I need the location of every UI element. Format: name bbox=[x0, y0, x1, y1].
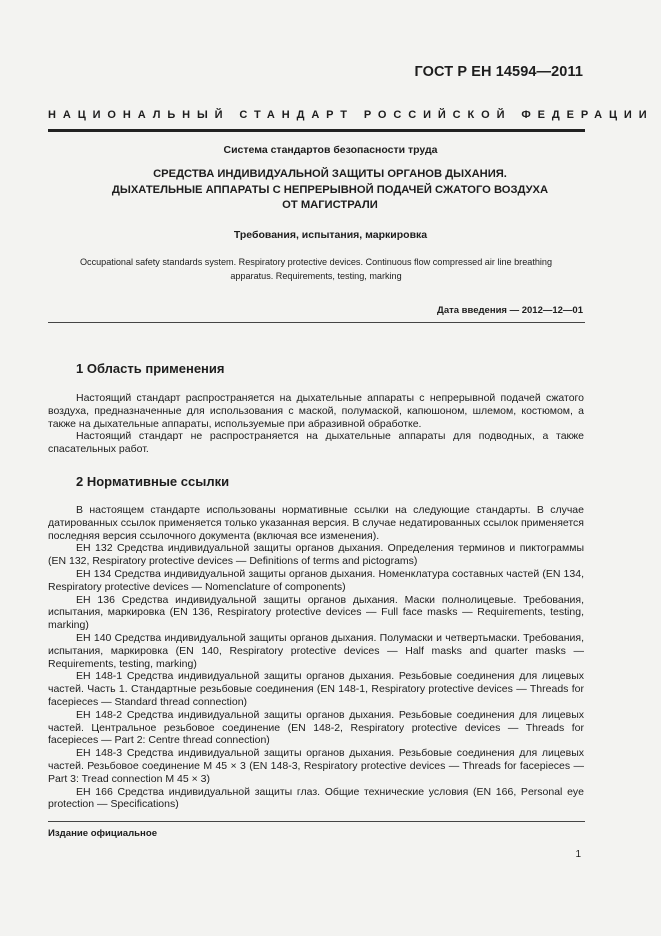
document-subtitle: Требования, испытания, маркировка bbox=[233, 229, 428, 241]
reference-entry: ЕН 148-2 Средства индивидуальной защиты органов дыхания. Резьбовые соединения для лицевых частей. Центральное резьбовое соединение (EN 148-2, Respiratory protective devices — Threads for facepieces — Part 2: Centre thread connection) bbox=[48, 708, 584, 747]
title-line: СРЕДСТВА ИНДИВИДУАЛЬНОЙ ЗАЩИТЫ ОРГАНОВ ДЫХАНИЯ. bbox=[153, 168, 507, 180]
section-body bbox=[48, 392, 584, 456]
document-title bbox=[70, 167, 590, 214]
english-title-line: Occupational safety standards system. Respiratory protective devices. Continuous flow compressed air line breathing bbox=[79, 257, 553, 267]
effective-date: Дата введения — 2012—12—01 bbox=[437, 305, 583, 316]
paragraph: Настоящий стандарт распространяется на дыхательные аппараты с непрерывной подачей сжатого воздуха, предназначенные для использования с маской, полумаской, капюшоном, шлемом, костюмом, а также на дыхательные аппараты, используемые при абразивной обработке. bbox=[48, 392, 584, 430]
date-divider bbox=[48, 322, 585, 323]
reference-entry: ЕН 148-3 Средства индивидуальной защиты органов дыхания. Резьбовые соединения для лицевых частей. Резьбовое соединение М 45 × 3 (EN 148-3, Respiratory protective devices — Threads for facepieces — Part 3: Tread connection M 45 × 3) bbox=[48, 747, 584, 785]
english-title bbox=[48, 256, 584, 283]
paragraph: Настоящий стандарт не распространяется на дыхательные аппараты для подводных, а также спасательных работ. bbox=[48, 430, 584, 456]
reference-entry: ЕН 140 Средства индивидуальной защиты органов дыхания. Полумаски и четвертьмаски. Требования, испытания, маркировка (EN 140, Respiratory protective devices — Half masks and quarter masks — Requirements, testing, marking) bbox=[48, 631, 584, 670]
footer-rule bbox=[48, 821, 585, 822]
paragraph: В настоящем стандарте использованы нормативные ссылки на следующие стандарты. В случае датированных ссылок применяется только указанная версия. В случае недатированных ссылок применяется последняя версия ссылочного документа (включая все изменения). bbox=[48, 504, 584, 542]
reference-entry: ЕН 166 Средства индивидуальной защиты глаз. Общие технические условия (EN 166, Personal eye protection — Specifications) bbox=[48, 785, 584, 811]
page-number: 1 bbox=[575, 849, 581, 860]
title-line: ОТ МАГИСТРАЛИ bbox=[282, 199, 378, 211]
reference-entry: ЕН 136 Средства индивидуальной защиты органов дыхания. Маски полнолицевые. Требования, испытания, маркировка (EN 136, Respiratory protective devices — Full face masks — Requirements, testing, marking) bbox=[48, 593, 584, 632]
reference-entry: ЕН 132 Средства индивидуальной защиты органов дыхания. Определения терминов и пиктограммы (EN 132, Respiratory protective devices — Definitions of terms and pictograms) bbox=[48, 542, 584, 568]
title-line: ДЫХАТЕЛЬНЫЕ АППАРАТЫ С НЕПРЕРЫВНОЙ ПОДАЧЕЙ СЖАТОГО ВОЗДУХА bbox=[111, 183, 549, 196]
section-heading: 2 Нормативные ссылки bbox=[76, 474, 230, 489]
section-heading: 1 Область применения bbox=[76, 361, 225, 376]
section-body bbox=[48, 504, 584, 811]
standard-code: ГОСТ Р ЕН 14594—2011 bbox=[414, 64, 583, 80]
edition-note: Издание официальное bbox=[48, 828, 158, 839]
reference-entry: ЕН 148-1 Средства индивидуальной защиты органов дыхания. Резьбовые соединения для лицевых частей. Часть 1. Стандартные резьбовые соединения (EN 148-1, Respiratory protective devices — Threads for facepieces — Standard thread connection) bbox=[48, 670, 584, 708]
reference-entry: ЕН 134 Средства индивидуальной защиты органов дыхания. Номенклатура составных частей (EN 134, Respiratory protective devices — Nomenclature of components) bbox=[48, 567, 584, 593]
standards-series: Система стандартов безопасности труда bbox=[223, 144, 438, 156]
national-standard-banner: НАЦИОНАЛЬНЫЙ СТАНДАРТ РОССИЙСКОЙ ФЕДЕРАЦИИ bbox=[48, 109, 654, 121]
header-rule bbox=[48, 129, 585, 132]
english-title-line: apparatus. Requirements, testing, marking bbox=[230, 270, 402, 281]
